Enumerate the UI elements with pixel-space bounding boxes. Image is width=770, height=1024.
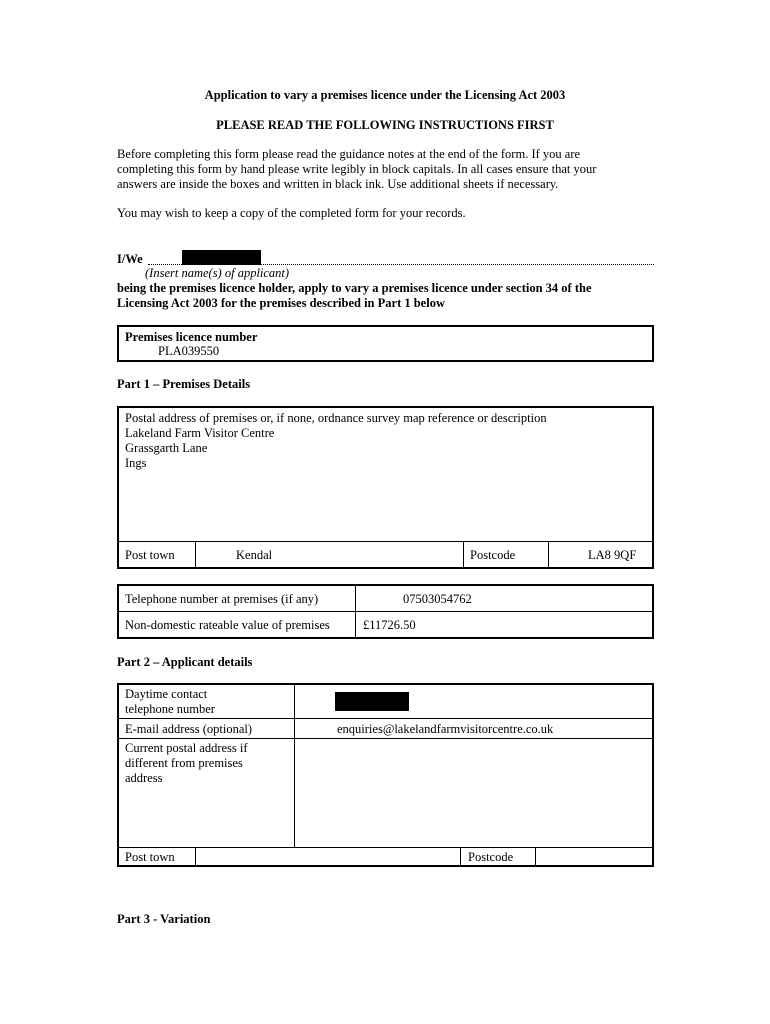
telephone-value[interactable]: 07503054762 xyxy=(403,592,472,606)
licence-number-value[interactable]: PLA039550 xyxy=(158,344,220,358)
instructions-heading: PLEASE READ THE FOLLOWING INSTRUCTIONS FIRST xyxy=(216,118,554,132)
label-line: Daytime contact xyxy=(125,687,208,701)
post-town-label: Post town xyxy=(125,548,175,562)
licence-number-label: Premises licence number xyxy=(125,330,258,344)
part1-heading: Part 1 – Premises Details xyxy=(117,377,251,391)
intro-line: Before completing this form please read the guidance notes at the end of the form. If you are xyxy=(117,147,581,161)
applicant-hint: (Insert name(s) of applicant) xyxy=(145,266,290,280)
applicant-postcode-field[interactable] xyxy=(537,849,652,866)
divider xyxy=(118,738,653,739)
part2-heading: Part 2 – Applicant details xyxy=(117,655,253,669)
intro-line: answers are inside the boxes and written in black ink. Use additional sheets if necessary. xyxy=(117,177,559,191)
divider xyxy=(118,847,653,848)
address-line: Grassgarth Lane xyxy=(125,441,208,455)
statement-line: being the premises licence holder, apply to vary a premises licence under section 34 of the xyxy=(117,281,592,295)
applicant-statement xyxy=(117,281,592,311)
divider xyxy=(548,541,549,568)
address-line: Ings xyxy=(125,456,147,470)
rateable-value[interactable]: £11726.50 xyxy=(363,618,416,632)
divider xyxy=(355,585,356,638)
form-title: Application to vary a premises licence under the Licensing Act 2003 xyxy=(204,88,566,102)
intro-paragraph xyxy=(117,147,657,192)
divider xyxy=(118,541,653,542)
rateable-label: Non-domestic rateable value of premises xyxy=(125,618,330,632)
premises-address-block[interactable] xyxy=(125,411,547,471)
post-town-value[interactable]: Kendal xyxy=(236,548,273,562)
telephone-label: Telephone number at premises (if any) xyxy=(125,592,319,606)
divider xyxy=(195,541,196,568)
label-line: Current postal address if xyxy=(125,741,248,755)
applicant-postcode-label: Postcode xyxy=(468,850,514,864)
label-line: address xyxy=(125,771,163,785)
label-line: different from premises xyxy=(125,756,243,770)
redacted-daytime-phone[interactable] xyxy=(335,692,409,711)
label-line: telephone number xyxy=(125,702,215,716)
applicant-post-town-field[interactable] xyxy=(197,849,459,866)
redacted-applicant-name xyxy=(182,250,261,265)
divider xyxy=(118,611,653,612)
intro-line: completing this form by hand please write legibly in block capitals. In all cases ensure that your xyxy=(117,162,597,176)
statement-line: Licensing Act 2003 for the premises described in Part 1 below xyxy=(117,296,445,310)
copy-note: You may wish to keep a copy of the completed form for your records. xyxy=(117,206,466,220)
postcode-value[interactable]: LA8 9QF xyxy=(588,548,637,562)
divider xyxy=(460,847,461,866)
divider xyxy=(294,684,295,848)
divider xyxy=(535,847,536,866)
email-label: E-mail address (optional) xyxy=(125,722,253,736)
applicant-post-town-label: Post town xyxy=(125,850,175,864)
postal-address-label xyxy=(125,741,248,786)
part3-heading: Part 3 - Variation xyxy=(117,912,211,926)
divider xyxy=(118,718,653,719)
postal-address-field[interactable] xyxy=(296,740,652,846)
daytime-phone-label xyxy=(125,687,215,717)
postcode-label: Postcode xyxy=(470,548,516,562)
divider xyxy=(195,847,196,866)
address-line: Lakeland Farm Visitor Centre xyxy=(125,426,275,440)
divider xyxy=(463,541,464,568)
address-label: Postal address of premises or, if none, ordnance survey map reference or description xyxy=(125,411,547,425)
applicant-label: I/We xyxy=(117,252,143,266)
email-value[interactable]: enquiries@lakelandfarmvisitorcentre.co.uk xyxy=(337,722,554,736)
